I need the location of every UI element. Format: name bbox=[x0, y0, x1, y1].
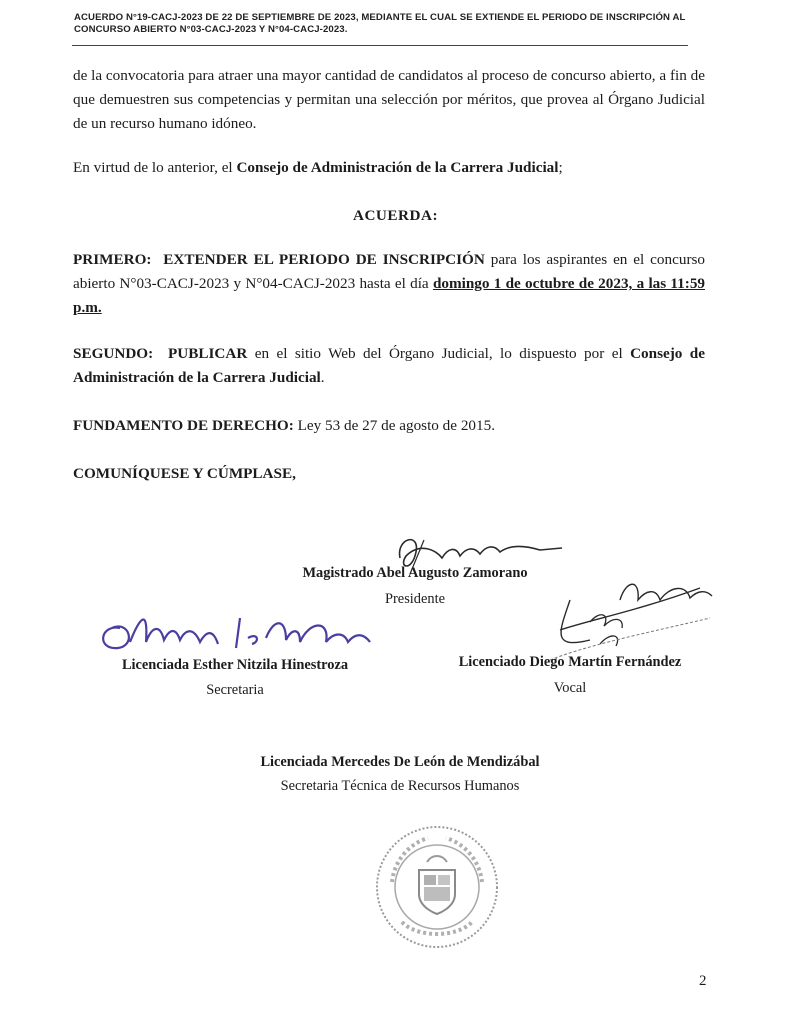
tecnica-block bbox=[200, 752, 600, 796]
presidente-block bbox=[255, 563, 575, 609]
presidente-role: Presidente bbox=[385, 591, 445, 607]
vocal-role: Vocal bbox=[553, 680, 587, 696]
header-line-1: ACUERDO N°19-CACJ-2023 DE 22 DE SEPTIEMBRE DE 2023, MEDIANTE EL CUAL SE EXTIENDE EL PERIODO DE INSCRIPCIÓN AL bbox=[74, 12, 686, 23]
official-seal bbox=[372, 822, 502, 952]
segundo-label: SEGUNDO: bbox=[73, 345, 154, 362]
fundamento-paragraph: FUNDAMENTO DE DERECHO: Ley 53 de 27 de agosto de 2015. bbox=[73, 417, 495, 434]
presidente-name: Magistrado Abel Augusto Zamorano bbox=[302, 565, 528, 581]
document-header bbox=[74, 12, 714, 36]
consejo-name: Consejo de Administración de la Carrera Judicial bbox=[236, 159, 559, 176]
primero-action: EXTENDER EL PERIODO DE INSCRIPCIÓN bbox=[163, 251, 485, 268]
acuerda-heading: ACUERDA: bbox=[353, 207, 438, 224]
intro-paragraph: de la convocatoria para atraer una mayor cantidad de candidatos al proceso de concurso abierto, a fin de que demuestren sus competencias y permitan una selección por méritos, que provea al Órgano Judicial de un recurso humano idóneo. bbox=[73, 67, 705, 132]
secretaria-name: Licenciada Esther Nitzila Hinestroza bbox=[121, 657, 349, 673]
segundo-paragraph: SEGUNDO: PUBLICAR en el sitio Web del Órgano Judicial, lo dispuesto por el Consejo de Administración de la Carrera Judicial. bbox=[73, 345, 705, 386]
segundo-action: PUBLICAR bbox=[167, 345, 248, 362]
fundamento-label: FUNDAMENTO DE DERECHO: bbox=[73, 417, 294, 434]
primero-label: PRIMERO: bbox=[73, 251, 152, 268]
deadline-date: domingo 1 de octubre de 2023, a las 11:59 p.m. bbox=[73, 275, 706, 316]
vocal-block bbox=[430, 652, 710, 698]
tecnica-name: Licenciada Mercedes De León de Mendizábal bbox=[260, 754, 540, 770]
tecnica-role: Secretaria Técnica de Recursos Humanos bbox=[280, 778, 520, 794]
header-divider bbox=[72, 45, 688, 46]
secretaria-block bbox=[70, 655, 400, 700]
virtud-paragraph: En virtud de lo anterior, el Consejo de Administración de la Carrera Judicial; bbox=[73, 159, 563, 176]
comuniquese-line: COMUNÍQUESE Y CÚMPLASE, bbox=[73, 465, 296, 482]
secretaria-role: Secretaria bbox=[206, 682, 264, 698]
vocal-name: Licenciado Diego Martín Fernández bbox=[458, 654, 682, 670]
page-number: 2 bbox=[699, 973, 707, 989]
primero-paragraph: PRIMERO: EXTENDER EL PERIODO DE INSCRIPCIÓN para los aspirantes en el concurso abierto N°03-CACJ-2023 y N°04-CACJ-2023 hasta el día domingo 1 de octubre de 2023, a las 11:59 p.m. bbox=[73, 251, 706, 316]
header-line-2: CONCURSO ABIERTO N°03-CACJ-2023 Y N°04-CACJ-2023. bbox=[74, 24, 348, 35]
